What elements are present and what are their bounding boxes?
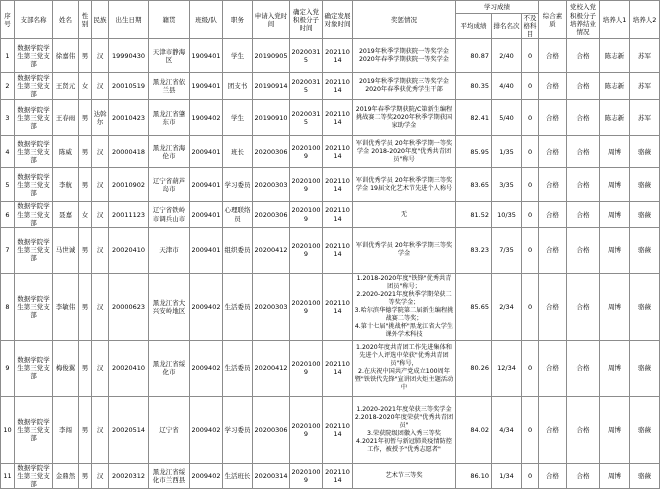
cell-apply-date: 20200303: [253, 273, 290, 340]
cell-origin: 辽宁省: [149, 396, 190, 463]
cell-training: 合格: [567, 273, 600, 340]
cell-develop-date: 20211014: [323, 396, 353, 463]
cell-role: 学生: [223, 39, 253, 73]
cell-training: 合格: [567, 340, 600, 396]
cell-develop-date: 20211014: [323, 273, 353, 340]
cell-activist-date: 20200315: [290, 100, 323, 136]
cell-mentor2: 骆薇: [630, 227, 660, 273]
cell-quality: 合格: [539, 168, 567, 202]
cell-apply-date: 20200412: [253, 227, 290, 273]
cell-mentor1: 周博: [600, 396, 630, 463]
cell-gender: 男: [79, 39, 92, 73]
cell-gender: 男: [79, 396, 92, 463]
cell-name: 王春雨: [53, 100, 79, 136]
cell-rank: 4/40: [492, 73, 522, 100]
cell-rank: 5/40: [492, 100, 522, 136]
cell-activist-date: 20201009: [290, 396, 323, 463]
cell-birth: 20020514: [109, 396, 149, 463]
cell-mentor2: 苏军: [630, 100, 660, 136]
header-role: 职务: [223, 1, 253, 39]
cell-develop-date: 20211014: [323, 39, 353, 73]
cell-honors: 军训优秀学员 20年秋季学期三等奖学金 19届文化艺术节先进个人称号: [353, 168, 456, 202]
cell-gender: 男: [79, 227, 92, 273]
cell-mentor1: 陈志新: [600, 73, 630, 100]
cell-role: 生活委员: [223, 340, 253, 396]
cell-apply-date: 20200306: [253, 396, 290, 463]
cell-class: 1909401: [190, 73, 223, 100]
cell-role: 生活委员: [223, 273, 253, 340]
cell-gender: 男: [79, 273, 92, 340]
cell-avg: 85.95: [456, 136, 492, 168]
header-rank: 排名名次: [492, 14, 522, 39]
cell-quality: 合格: [539, 227, 567, 273]
cell-birth: 20020312: [109, 463, 149, 488]
cell-birth: 20010902: [109, 168, 149, 202]
cell-mentor2: 苏军: [630, 73, 660, 100]
cell-branch: 数据学院学生第三党支部: [15, 168, 53, 202]
cell-origin: 黑龙江省海伦市: [149, 136, 190, 168]
cell-honors: 1.2020-2021年度荣获三等奖学金 2.2018-2020年度荣获"优秀共青团员" 3.荣获院级团徽入秀三等奖 4.2021年初暂与新冠肺炎疫情防控工作，被授予"优秀志愿者": [353, 396, 456, 463]
cell-apply-date: 20200412: [253, 340, 290, 396]
cell-role: 团支书: [223, 73, 253, 100]
cell-ethnic: 汉: [92, 136, 109, 168]
cell-mentor2: 骆薇: [630, 396, 660, 463]
cell-class: 2009402: [190, 273, 223, 340]
cell-ethnic: 汉: [92, 202, 109, 227]
cell-apply-date: 20200306: [253, 202, 290, 227]
cell-apply-date: 20190905: [253, 39, 290, 73]
cell-class: 2009401: [190, 227, 223, 273]
header-mentor1: 培养人1: [600, 1, 630, 39]
cell-fail: 0: [522, 340, 539, 396]
cell-origin: 黑龙江省绥化市兰西县: [149, 463, 190, 488]
cell-activist-date: 20200315: [290, 39, 323, 73]
cell-ethnic: 汉: [92, 39, 109, 73]
cell-rank: 10/35: [492, 202, 522, 227]
cell-fail: 0: [522, 202, 539, 227]
cell-quality: 合格: [539, 100, 567, 136]
cell-mentor1: 陈志新: [600, 39, 630, 73]
cell-avg: 80.26: [456, 340, 492, 396]
cell-apply-date: 20200314: [253, 463, 290, 488]
cell-role: 组织委员: [223, 227, 253, 273]
cell-seq: 4: [1, 136, 15, 168]
cell-origin: 黑龙江省大兴安岭地区: [149, 273, 190, 340]
cell-honors: 2019年春季学期获院/C第新生编程挑战赛二等奖2020年秋季学期获国家助学金: [353, 100, 456, 136]
cell-ethnic: 汉: [92, 340, 109, 396]
cell-activist-date: 20201009: [290, 463, 323, 488]
table-row: [1, 39, 660, 73]
cell-mentor2: 骆薇: [630, 168, 660, 202]
cell-class: 2009401: [190, 202, 223, 227]
cell-mentor2: 骆薇: [630, 463, 660, 488]
cell-ethnic: 汉: [92, 73, 109, 100]
cell-birth: 20010423: [109, 100, 149, 136]
cell-develop-date: 20211014: [323, 168, 353, 202]
header-avg: 平均成绩: [456, 14, 492, 39]
cell-honors: 军训优秀学员 20年秋季学期三等奖学金: [353, 227, 456, 273]
cell-birth: 20011123: [109, 202, 149, 227]
header-develop-date: 确定发展对象时间: [323, 1, 353, 39]
cell-ethnic: 汉: [92, 396, 109, 463]
header-fail: 不及格科目: [522, 14, 539, 39]
cell-seq: 3: [1, 100, 15, 136]
cell-quality: 合格: [539, 340, 567, 396]
cell-mentor1: 周博: [600, 463, 630, 488]
cell-origin: 辽宁省葫芦岛市: [149, 168, 190, 202]
cell-seq: 10: [1, 396, 15, 463]
cell-mentor2: 骆薇: [630, 202, 660, 227]
cell-training: 合格: [567, 73, 600, 100]
cell-seq: 1: [1, 39, 15, 73]
cell-branch: 数据学院学生第三党支部: [15, 227, 53, 273]
cell-class: 2009402: [190, 463, 223, 488]
cell-fail: 0: [522, 39, 539, 73]
cell-seq: 9: [1, 340, 15, 396]
header-name: 姓名: [53, 1, 79, 39]
cell-gender: 男: [79, 463, 92, 488]
cell-origin: 黑龙江省肇东市: [149, 100, 190, 136]
cell-apply-date: 20190910: [253, 100, 290, 136]
cell-origin: 黑龙江省绥化市: [149, 340, 190, 396]
cell-quality: 合格: [539, 202, 567, 227]
cell-gender: 男: [79, 136, 92, 168]
cell-ethnic: 汉: [92, 227, 109, 273]
cell-branch: 数据学院学生第三党支部: [15, 39, 53, 73]
cell-honors: 军训优秀学员 20年秋季学期一等奖学金 2018-2020年度"优秀共青团员"称号: [353, 136, 456, 168]
cell-fail: 0: [522, 396, 539, 463]
cell-seq: 7: [1, 227, 15, 273]
cell-avg: 82.41: [456, 100, 492, 136]
cell-name: 徐嘉伟: [53, 39, 79, 73]
cell-mentor1: 陈志新: [600, 100, 630, 136]
cell-branch: 数据学院学生第三党支部: [15, 396, 53, 463]
cell-fail: 0: [522, 73, 539, 100]
cell-mentor2: 骆薇: [630, 340, 660, 396]
header-training: 党校入党积极分子培养结业情况: [567, 1, 600, 39]
cell-develop-date: 20211014: [323, 340, 353, 396]
cell-birth: 19990430: [109, 39, 149, 73]
cell-training: 合格: [567, 100, 600, 136]
cell-origin: 天津市静海区: [149, 39, 190, 73]
cell-origin: 辽宁省铁岭市调兵山市: [149, 202, 190, 227]
cell-name: 王贤元: [53, 73, 79, 100]
cell-rank: 7/35: [492, 227, 522, 273]
cell-apply-date: 20200306: [253, 136, 290, 168]
cell-seq: 8: [1, 273, 15, 340]
cell-origin: 黑龙江省依兰县: [149, 73, 190, 100]
cell-role: 班长: [223, 136, 253, 168]
cell-develop-date: 20211014: [323, 100, 353, 136]
cell-name: 李敏伟: [53, 273, 79, 340]
cell-birth: 20000623: [109, 273, 149, 340]
cell-seq: 6: [1, 202, 15, 227]
cell-mentor1: 周博: [600, 168, 630, 202]
cell-quality: 合格: [539, 39, 567, 73]
cell-rank: 1/34: [492, 463, 522, 488]
cell-fail: 0: [522, 100, 539, 136]
cell-origin: 天津市: [149, 227, 190, 273]
table-row: [1, 202, 660, 227]
cell-gender: 男: [79, 340, 92, 396]
cell-mentor1: 周博: [600, 227, 630, 273]
cell-birth: 20020410: [109, 340, 149, 396]
cell-training: 合格: [567, 39, 600, 73]
cell-class: 2009402: [190, 396, 223, 463]
cell-branch: 数据学院学生第三党支部: [15, 273, 53, 340]
cell-activist-date: 20201009: [290, 340, 323, 396]
header-class: 班级/队: [190, 1, 223, 39]
cell-honors: 2019年秋季学期获院一等奖学金 2020年春季学期获院一等奖学金: [353, 39, 456, 73]
cell-activist-date: 20201009: [290, 227, 323, 273]
cell-training: 合格: [567, 463, 600, 488]
cell-training: 合格: [567, 396, 600, 463]
cell-avg: 85.65: [456, 273, 492, 340]
table-row: [1, 73, 660, 100]
cell-mentor1: 周博: [600, 340, 630, 396]
cell-branch: 数据学院学生第三党支部: [15, 463, 53, 488]
table-row: [1, 100, 660, 136]
cell-seq: 2: [1, 73, 15, 100]
cell-rank: 2/40: [492, 39, 522, 73]
cell-quality: 合格: [539, 273, 567, 340]
cell-name: 马世诚: [53, 227, 79, 273]
cell-develop-date: 20211014: [323, 202, 353, 227]
cell-branch: 数据学院学生第三党支部: [15, 100, 53, 136]
cell-class: 1909401: [190, 39, 223, 73]
header-gender: 性别: [79, 1, 92, 39]
cell-avg: 84.02: [456, 396, 492, 463]
cell-rank: 1/35: [492, 136, 522, 168]
cell-role: 学习委员: [223, 168, 253, 202]
header-birth: 出生日期: [109, 1, 149, 39]
cell-branch: 数据学院学生第三党支部: [15, 202, 53, 227]
header-activist-date: 确定入党积极分子时间: [290, 1, 323, 39]
cell-branch: 数据学院学生第三党支部: [15, 136, 53, 168]
cell-quality: 合格: [539, 463, 567, 488]
cell-mentor1: 周博: [600, 202, 630, 227]
cell-ethnic: 达斡尔: [92, 100, 109, 136]
cell-fail: 0: [522, 463, 539, 488]
header-apply-date: 申请入党时间: [253, 1, 290, 39]
cell-birth: 20020410: [109, 227, 149, 273]
cell-training: 合格: [567, 136, 600, 168]
cell-fail: 0: [522, 273, 539, 340]
cell-honors: 2019年秋季学期获院三等奖学金 2020年春季获优秀学生干部: [353, 73, 456, 100]
header-origin: 籍贯: [149, 1, 190, 39]
table-row: [1, 273, 660, 340]
table-row: [1, 340, 660, 396]
cell-quality: 合格: [539, 136, 567, 168]
cell-avg: 83.65: [456, 168, 492, 202]
cell-activist-date: 20201009: [290, 273, 323, 340]
cell-mentor2: 苏军: [630, 39, 660, 73]
cell-mentor2: 骆薇: [630, 136, 660, 168]
cell-fail: 0: [522, 136, 539, 168]
cell-quality: 合格: [539, 73, 567, 100]
table-row: [1, 227, 660, 273]
cell-avg: 83.23: [456, 227, 492, 273]
cell-rank: 4/34: [492, 396, 522, 463]
cell-avg: 86.10: [456, 463, 492, 488]
cell-ethnic: 汉: [92, 273, 109, 340]
cell-mentor1: 周博: [600, 273, 630, 340]
cell-honors: 艺术节三等奖: [353, 463, 456, 488]
cell-name: 李闯: [53, 396, 79, 463]
cell-class: 1909402: [190, 100, 223, 136]
cell-name: 金鼎然: [53, 463, 79, 488]
cell-rank: 12/34: [492, 340, 522, 396]
cell-seq: 5: [1, 168, 15, 202]
header-branch: 支部名称: [15, 1, 53, 39]
table-row: [1, 136, 660, 168]
cell-training: 合格: [567, 168, 600, 202]
cell-training: 合格: [567, 202, 600, 227]
cell-training: 合格: [567, 227, 600, 273]
cell-birth: 20010519: [109, 73, 149, 100]
cell-rank: 3/35: [492, 168, 522, 202]
cell-develop-date: 20211014: [323, 463, 353, 488]
cell-fail: 0: [522, 227, 539, 273]
cell-activist-date: 20201009: [290, 168, 323, 202]
cell-name: 李航: [53, 168, 79, 202]
cell-develop-date: 20211014: [323, 227, 353, 273]
cell-activist-date: 20201009: [290, 136, 323, 168]
cell-fail: 0: [522, 168, 539, 202]
cell-rank: 2/34: [492, 273, 522, 340]
cell-mentor1: 周博: [600, 136, 630, 168]
cell-honors: 1.2018-2020年度"铁锋"优秀共青团员"称号； 2.2020-2021年度秋季学期荣获二等奖学金； 3.哈尔滨华德学院第二届新生编程挑战赛二等奖； 4.第十七届"挑战杯"黑龙江省大学生课外学术科技: [353, 273, 456, 340]
cell-gender: 女: [79, 202, 92, 227]
cell-gender: 男: [79, 100, 92, 136]
cell-apply-date: 20190914: [253, 73, 290, 100]
cell-role: 生活班长: [223, 463, 253, 488]
header-honors: 奖惩情况: [353, 1, 456, 39]
cell-gender: 女: [79, 73, 92, 100]
header-quality: 综合素质: [539, 1, 567, 39]
cell-role: 学习委员: [223, 396, 253, 463]
header-ethnic: 民族: [92, 1, 109, 39]
cell-avg: 81.52: [456, 202, 492, 227]
cell-role: 心理联络员: [223, 202, 253, 227]
cell-apply-date: 20200303: [253, 168, 290, 202]
cell-honors: 1.2020年度共青团工作先进集体和先进个人评选中荣获"优秀共青团员"称号， 2.在庆祝中国共产党成立100周年暨"铁铁代先锋"宣讲团火炬主题活动中: [353, 340, 456, 396]
table-row: [1, 463, 660, 488]
cell-class: 2009401: [190, 168, 223, 202]
cell-seq: 11: [1, 463, 15, 488]
cell-mentor2: 骆薇: [630, 273, 660, 340]
cell-develop-date: 20211014: [323, 136, 353, 168]
cell-name: 聂嘉: [53, 202, 79, 227]
cell-birth: 20000418: [109, 136, 149, 168]
cell-avg: 80.87: [456, 39, 492, 73]
cell-role: 学生: [223, 100, 253, 136]
table-row: [1, 396, 660, 463]
cell-avg: 80.35: [456, 73, 492, 100]
cell-ethnic: 汉: [92, 168, 109, 202]
header-seq: 序号: [1, 1, 15, 39]
cell-develop-date: 20211014: [323, 73, 353, 100]
header-study: 学习成绩: [456, 1, 539, 14]
cell-branch: 数据学院学生第三党支部: [15, 340, 53, 396]
header-mentor2: 培养人2: [630, 1, 660, 39]
cell-class: 2009401: [190, 136, 223, 168]
cell-honors: 无: [353, 202, 456, 227]
cell-activist-date: 20200315: [290, 73, 323, 100]
cell-activist-date: 20201009: [290, 202, 323, 227]
cell-quality: 合格: [539, 396, 567, 463]
table-row: [1, 168, 660, 202]
cell-ethnic: 汉: [92, 463, 109, 488]
cell-name: 陈威: [53, 136, 79, 168]
cell-gender: 男: [79, 168, 92, 202]
cell-branch: 数据学院学生第三党支部: [15, 73, 53, 100]
cell-name: 梅俊翼: [53, 340, 79, 396]
cell-class: 2009402: [190, 340, 223, 396]
